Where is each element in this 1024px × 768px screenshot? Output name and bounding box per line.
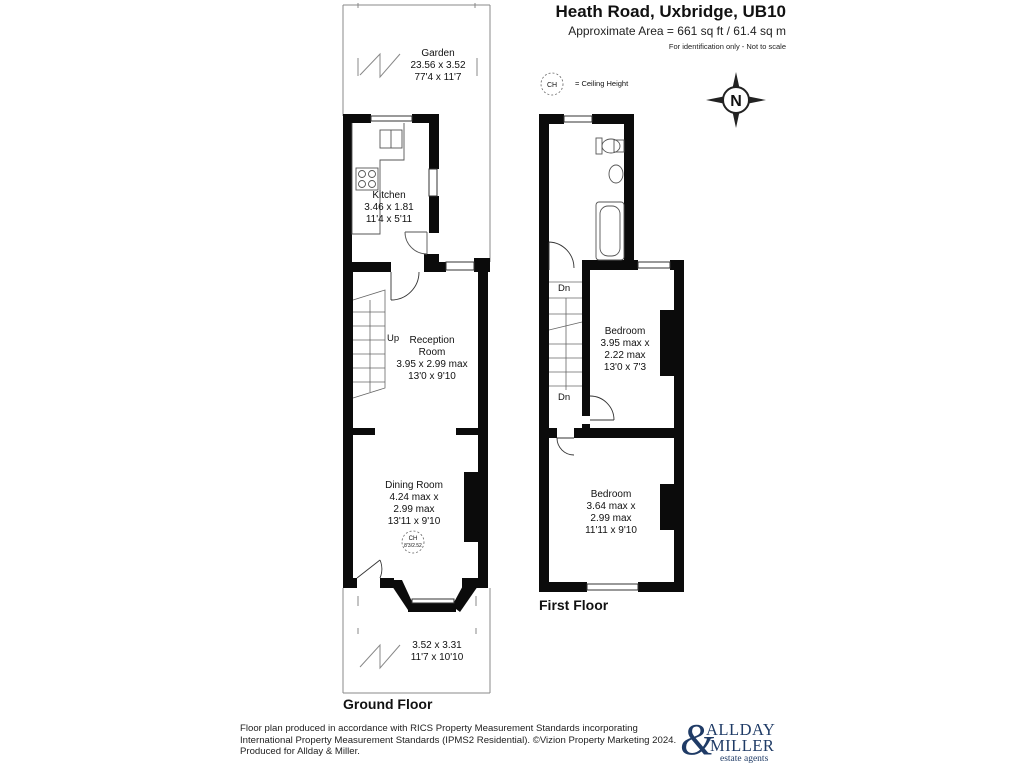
svg-text:Bedroom: Bedroom (590, 489, 632, 500)
scale-disclaimer: For identification only - Not to scale (668, 42, 786, 51)
legend-meaning: = Ceiling Height (575, 79, 629, 88)
approximate-area: Approximate Area = 661 sq ft / 61.4 sq m (568, 24, 786, 38)
kitchen-label (364, 190, 414, 225)
stairs-down-label-bottom: Dn (558, 392, 571, 403)
stairs-up-label: Up (387, 333, 400, 344)
kitchen-units (352, 123, 427, 254)
ground-floor-doors (357, 272, 419, 578)
garden-label (410, 48, 465, 83)
svg-text:4.24 max x: 4.24 max x (389, 492, 439, 503)
ceiling-height-legend (541, 73, 629, 95)
svg-text:3.64 max x: 3.64 max x (586, 501, 636, 512)
allday-miller-logo (680, 715, 790, 766)
stairs-down-label-top: Dn (558, 283, 571, 294)
ground-floor-walls (343, 258, 490, 612)
footer-line-3: Produced for Allday & Miller. (240, 746, 360, 757)
svg-text:Reception: Reception (409, 335, 455, 346)
svg-text:2.99 max: 2.99 max (393, 504, 435, 515)
svg-text:3.95 x 2.99 max: 3.95 x 2.99 max (396, 359, 468, 370)
bedroom-2-label (585, 489, 637, 536)
ground-floor-stairs (353, 290, 385, 398)
svg-text:11'4 x 5'11: 11'4 x 5'11 (365, 214, 413, 225)
logo-line-1: ALLDAY (706, 720, 776, 739)
svg-text:Dining Room: Dining Room (385, 480, 443, 491)
logo-line-3: estate agents (720, 754, 769, 764)
property-title: Heath Road, Uxbridge, UB10 (555, 2, 786, 21)
svg-text:13'0 x 7'3: 13'0 x 7'3 (603, 362, 647, 373)
svg-text:11'7 x 10'10: 11'7 x 10'10 (410, 652, 464, 663)
svg-text:Bedroom: Bedroom (604, 326, 646, 337)
footer-line-2: International Property Measurement Standards (IPMS2 Residential). ©Vizion Property Marketing 2024. (240, 734, 677, 746)
bathroom-fittings (596, 138, 624, 260)
svg-text:2.99 max: 2.99 max (590, 513, 632, 524)
dining-room-label (385, 480, 443, 527)
svg-text:11'11 x 9'10: 11'11 x 9'10 (585, 525, 637, 536)
svg-text:8'3/2.52: 8'3/2.52 (404, 543, 422, 549)
bedroom-1-label (601, 326, 650, 373)
svg-text:Room: Room (418, 347, 446, 358)
front-garden-label (411, 640, 464, 663)
svg-text:13'0 x 9'10: 13'0 x 9'10 (408, 371, 456, 382)
ground-floor-title: Ground Floor (343, 696, 433, 712)
svg-text:3.95 max x: 3.95 max x (600, 338, 650, 349)
reception-room-label (396, 335, 467, 382)
compass-icon (706, 72, 766, 128)
svg-text:Garden: Garden (421, 48, 455, 59)
logo-line-2: MILLER (710, 736, 775, 755)
svg-text:77'4 x 11'7: 77'4 x 11'7 (414, 72, 462, 83)
first-floor-stairs (549, 282, 582, 390)
footer-line-1: Floor plan produced in accordance with RICS Property Measurement Standards incorporating (240, 723, 638, 734)
legend-symbol: CH (546, 82, 558, 89)
svg-text:CH: CH (408, 536, 418, 542)
footer-notice (240, 723, 676, 758)
compass-letter: N (730, 93, 742, 110)
svg-text:Kitchen: Kitchen (372, 190, 406, 201)
svg-text:13'11 x 9'10: 13'11 x 9'10 (387, 516, 441, 527)
first-floor-title: First Floor (539, 597, 609, 613)
svg-text:23.56 x 3.52: 23.56 x 3.52 (410, 60, 466, 71)
svg-text:2.22 max: 2.22 max (604, 350, 646, 361)
logo-ampersand: & (680, 715, 715, 764)
svg-text:3.52 x 3.31: 3.52 x 3.31 (412, 640, 462, 651)
svg-text:3.46 x 1.81: 3.46 x 1.81 (364, 202, 414, 213)
ceiling-height-marker (402, 531, 424, 553)
